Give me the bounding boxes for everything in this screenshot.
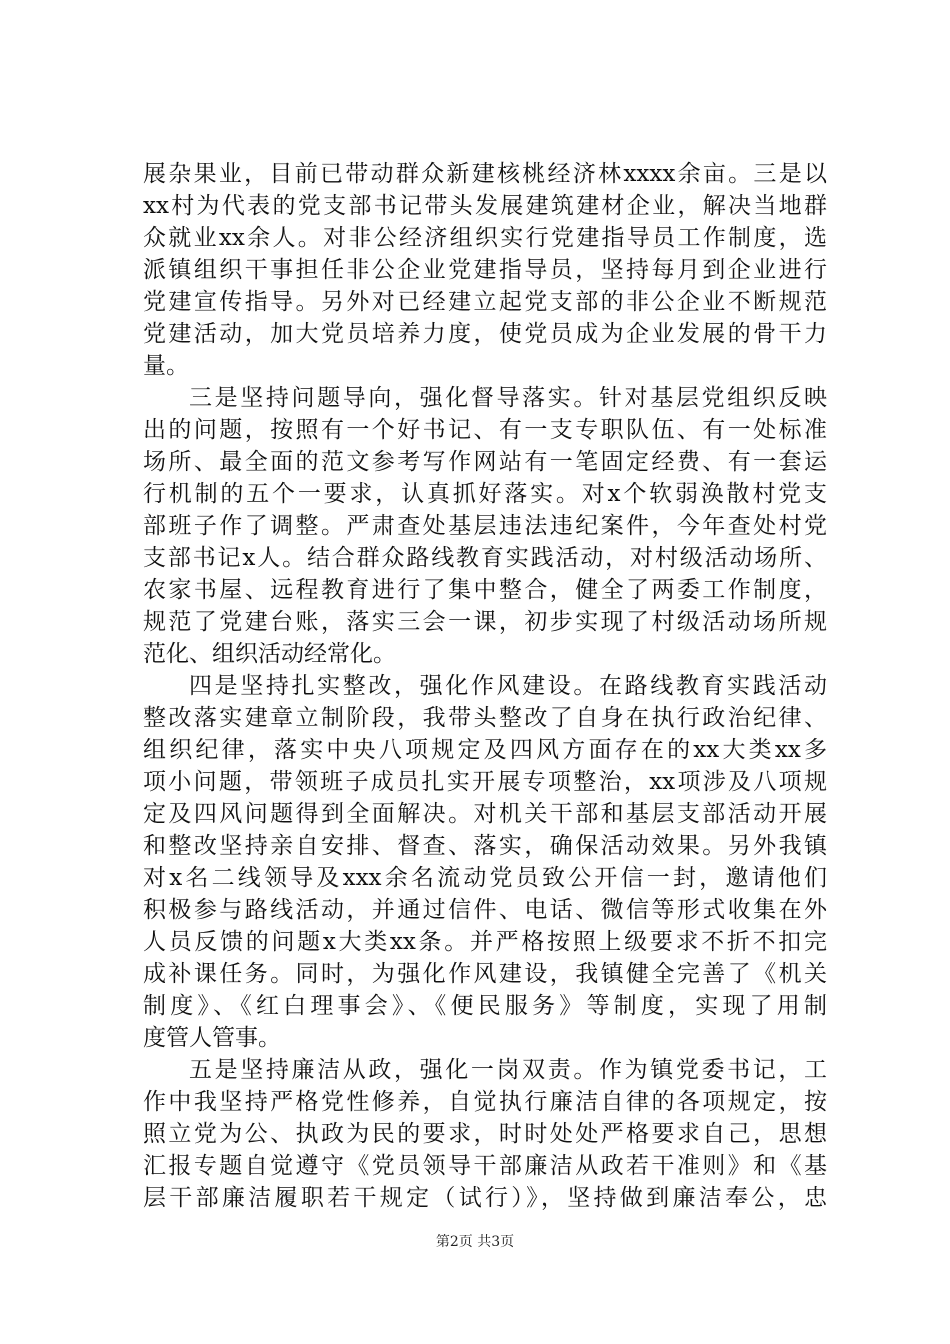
text-line: 度管人管事。 [143,1025,281,1051]
text-line: 支部书记x人。结合群众路线教育实践活动，对村级活动场所、 [143,545,827,571]
text-line: 层干部廉洁履职若干规定（试行）》，坚持做到廉洁奉公，忠 [143,1185,827,1211]
text-line: xx村为代表的党支部书记带头发展建筑建材企业，解决当地群 [143,193,827,219]
text-line: 四是坚持扎实整改，强化作风建设。在路线教育实践活动 [189,673,827,699]
text-line: 部班子作了调整。严肃查处基层违法违纪案件，今年查处村党 [143,513,827,539]
text-line: 派镇组织干事担任非公企业党建指导员，坚持每月到企业进行 [143,257,827,283]
text-line: 规范了党建台账，落实三会一课，初步实现了村级活动场所规 [143,609,827,635]
text-line: 展杂果业，目前已带动群众新建核桃经济林xxxx余亩。三是以 [143,161,827,187]
text-line: 制度》、《红白理事会》、《便民服务》等制度，实现了用制 [143,993,827,1019]
text-line: 整改落实建章立制阶段，我带头整改了自身在执行政治纪律、 [143,705,827,731]
text-line: 组织纪律，落实中央八项规定及四风方面存在的xx大类xx多 [143,737,827,763]
text-line: 汇报专题自觉遵守《党员领导干部廉洁从政若干准则》和《基 [143,1153,827,1179]
text-line: 行机制的五个一要求，认真抓好落实。对x个软弱涣散村党支 [143,481,827,507]
text-line: 三是坚持问题导向，强化督导落实。针对基层党组织反映 [189,385,827,411]
text-line: 积极参与路线活动，并通过信件、电话、微信等形式收集在外 [143,897,827,923]
text-line: 对x名二线领导及xxx余名流动党员致公开信一封，邀请他们 [143,865,827,891]
text-line: 成补课任务。同时，为强化作风建设，我镇健全完善了《机关 [143,961,827,987]
text-line: 作中我坚持严格党性修养，自觉执行廉洁自律的各项规定，按 [143,1089,827,1115]
text-line: 照立党为公、执政为民的要求，时时处处严格要求自己，思想 [143,1121,827,1147]
text-line: 量。 [143,353,189,379]
text-line: 定及四风问题得到全面解决。对机关干部和基层支部活动开展 [143,801,827,827]
text-line: 党建活动，加大党员培养力度，使党员成为企业发展的骨干力 [143,321,827,347]
document-body [143,158,827,1214]
text-line: 五是坚持廉洁从政，强化一岗双责。作为镇党委书记，工 [189,1057,827,1083]
text-line: 众就业xx余人。对非公经济组织实行党建指导员工作制度，选 [143,225,827,251]
text-line: 人员反馈的问题x大类xx条。并严格按照上级要求不折不扣完 [143,929,827,955]
text-line: 场所、最全面的范文参考写作网站有一笔固定经费、有一套运 [143,449,827,475]
text-line: 项小问题，带领班子成员扎实开展专项整治，xx项涉及八项规 [143,769,827,795]
page-number-footer: 第2页 共3页 [435,1234,515,1250]
text-line: 出的问题，按照有一个好书记、有一支专职队伍、有一处标准 [143,417,827,443]
text-line: 范化、组织活动经常化。 [143,641,396,667]
text-line: 农家书屋、远程教育进行了集中整合，健全了两委工作制度， [143,577,827,603]
text-line: 和整改坚持亲自安排、督查、落实，确保活动效果。另外我镇 [143,833,827,859]
text-line: 党建宣传指导。另外对已经建立起党支部的非公企业不断规范 [143,289,827,315]
